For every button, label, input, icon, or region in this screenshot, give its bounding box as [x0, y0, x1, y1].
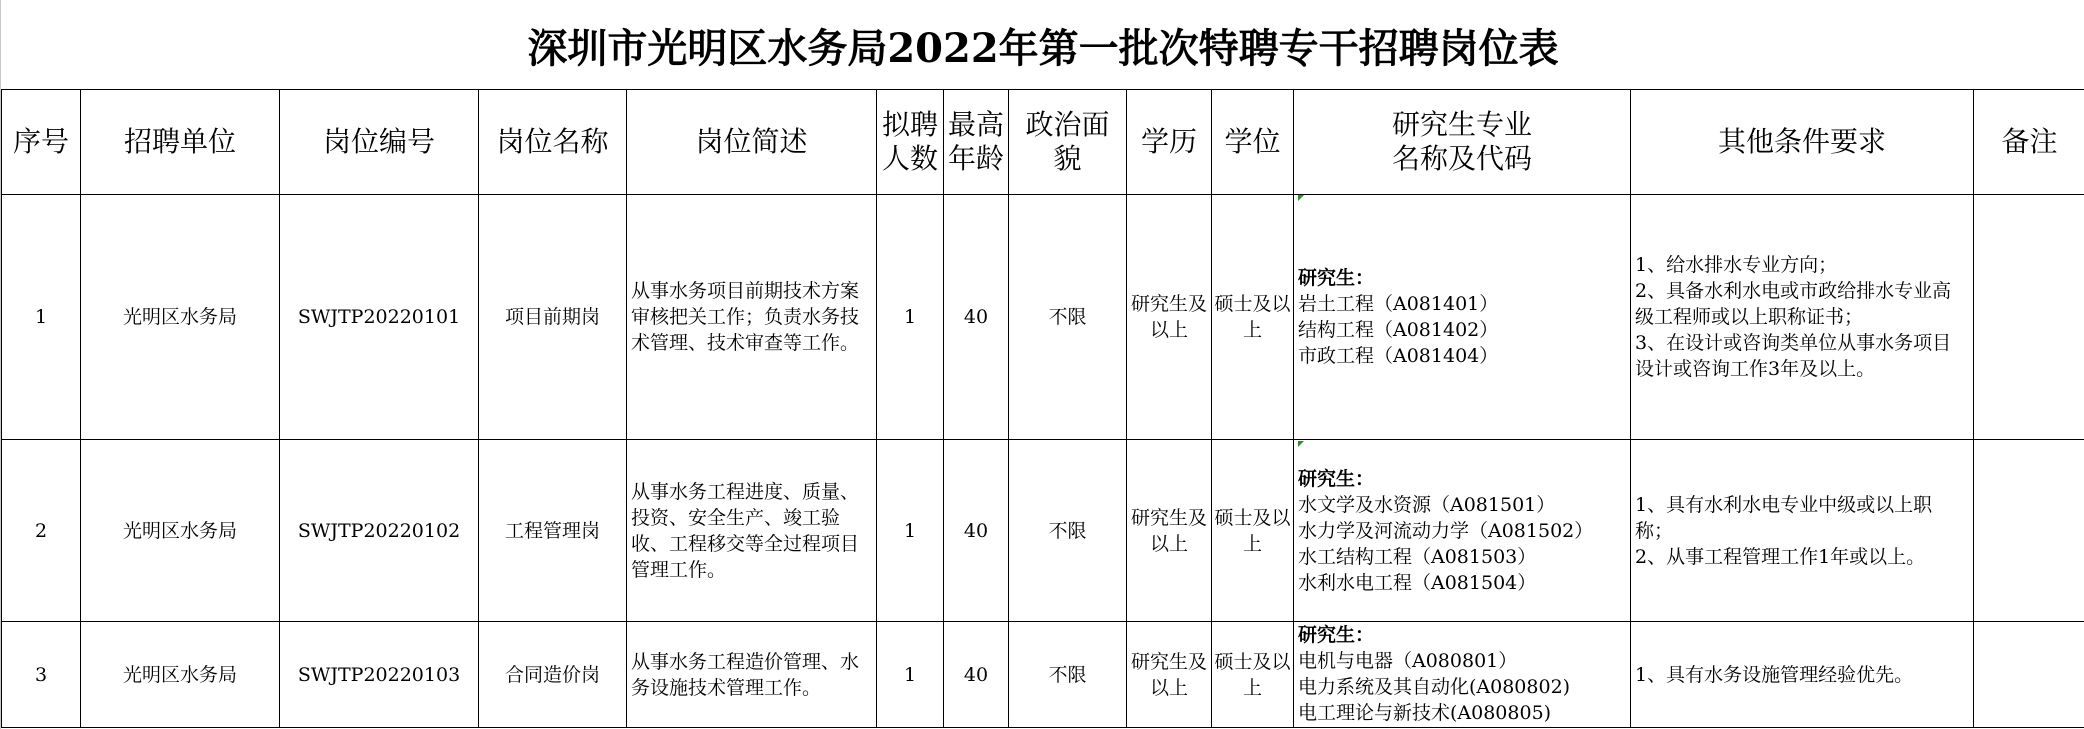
header-row	[2, 90, 2084, 195]
header-name: 岗位名称	[479, 90, 627, 195]
major-item: 水力学及河流动力学（A081502）	[1298, 519, 1594, 542]
cell-major	[1294, 622, 1631, 728]
header-count-line1: 拟聘	[881, 108, 938, 141]
major-item: 电工理论与新技术(A080805)	[1298, 702, 1552, 724]
cell-political: 不限	[1009, 195, 1127, 440]
position-table	[1, 89, 2084, 728]
major-item: 电力系统及其自动化(A080802)	[1298, 676, 1571, 698]
cell-degree: 硕士及以上	[1212, 440, 1294, 622]
header-education: 学历	[1127, 90, 1212, 195]
header-unit: 招聘单位	[81, 90, 280, 195]
page-title: 深圳市光明区水务局2022年第一批次特聘专干招聘岗位表	[527, 24, 1559, 72]
cell-education: 研究生及以上	[1127, 440, 1212, 622]
major-heading: 研究生：	[1298, 624, 1375, 646]
requirement-item: 1、具有水利水电专业中级或以上职称；	[1635, 493, 1933, 542]
header-count	[877, 90, 944, 195]
major-item: 电机与电器（A080801）	[1298, 650, 1518, 672]
major-item: 水文学及水资源（A081501）	[1298, 493, 1556, 516]
cell-age: 40	[944, 195, 1009, 440]
cell-other	[1631, 622, 1974, 728]
cell-seq: 3	[2, 622, 81, 728]
header-age-line2: 年龄	[947, 142, 1004, 175]
comment-marker-icon	[1298, 441, 1304, 447]
cell-name: 合同造价岗	[479, 622, 627, 728]
major-item: 水利水电工程（A081504）	[1298, 571, 1537, 594]
cell-code: SWJTP20220101	[280, 195, 479, 440]
major-heading: 研究生：	[1298, 267, 1375, 289]
cell-political: 不限	[1009, 440, 1127, 622]
cell-unit: 光明区水务局	[81, 622, 280, 728]
requirement-item: 2、从事工程管理工作1年或以上。	[1635, 545, 1926, 568]
table-row	[2, 195, 2084, 440]
cell-age: 40	[944, 622, 1009, 728]
header-degree: 学位	[1212, 90, 1294, 195]
cell-remark	[1974, 622, 2084, 728]
header-political-line2: 貌	[1053, 142, 1082, 175]
header-political-line1: 政治面	[1025, 108, 1110, 141]
cell-count: 1	[877, 622, 944, 728]
header-seq: 序号	[2, 90, 81, 195]
header-political	[1009, 90, 1127, 195]
cell-education: 研究生及以上	[1127, 195, 1212, 440]
major-item: 水工结构工程（A081503）	[1298, 545, 1537, 568]
cell-other	[1631, 440, 1974, 622]
cell-degree: 硕士及以上	[1212, 622, 1294, 728]
requirement-item: 2、具备水利水电或市政给排水专业高级工程师或以上职称证书；	[1635, 280, 1952, 328]
cell-age: 40	[944, 440, 1009, 622]
cell-remark	[1974, 195, 2084, 440]
cell-unit: 光明区水务局	[81, 440, 280, 622]
cell-major	[1294, 440, 1631, 622]
cell-remark	[1974, 440, 2084, 622]
requirement-item: 3、在设计或咨询类单位从事水务项目设计或咨询工作3年及以上。	[1635, 332, 1952, 380]
cell-code: SWJTP20220102	[280, 440, 479, 622]
cell-name: 工程管理岗	[479, 440, 627, 622]
cell-seq: 1	[2, 195, 81, 440]
cell-political: 不限	[1009, 622, 1127, 728]
cell-name: 项目前期岗	[479, 195, 627, 440]
cell-seq: 2	[2, 440, 81, 622]
major-heading: 研究生：	[1298, 467, 1375, 490]
cell-desc: 从事水务工程进度、质量、投资、安全生产、竣工验收、工程移交等全过程项目管理工作。	[627, 440, 877, 622]
major-item: 结构工程（A081402）	[1298, 319, 1499, 341]
requirement-item: 1、给水排水专业方向；	[1635, 254, 1838, 276]
table-row	[2, 622, 2084, 728]
cell-desc: 从事水务项目前期技术方案审核把关工作；负责水务技术管理、技术审查等工作。	[627, 195, 877, 440]
cell-unit: 光明区水务局	[81, 195, 280, 440]
cell-count: 1	[877, 440, 944, 622]
major-item: 市政工程（A081404）	[1298, 345, 1499, 367]
header-age	[944, 90, 1009, 195]
header-remark: 备注	[1974, 90, 2084, 195]
cell-desc: 从事水务工程造价管理、水务设施技术管理工作。	[627, 622, 877, 728]
cell-count: 1	[877, 195, 944, 440]
header-code: 岗位编号	[280, 90, 479, 195]
header-count-line2: 人数	[881, 142, 938, 175]
header-major-line1: 研究生专业	[1391, 108, 1532, 141]
comment-marker-icon	[1298, 195, 1304, 201]
major-item: 岩土工程（A081401）	[1298, 293, 1499, 315]
requirement-item: 1、具有水务设施管理经验优先。	[1635, 663, 1914, 686]
header-major-line2: 名称及代码	[1391, 142, 1532, 175]
cell-other	[1631, 195, 1974, 440]
header-desc: 岗位简述	[627, 90, 877, 195]
header-age-line1: 最高	[947, 108, 1004, 141]
cell-degree: 硕士及以上	[1212, 195, 1294, 440]
table-row	[2, 440, 2084, 622]
cell-education: 研究生及以上	[1127, 622, 1212, 728]
header-major	[1294, 90, 1631, 195]
cell-major	[1294, 195, 1631, 440]
cell-code: SWJTP20220103	[280, 622, 479, 728]
header-other: 其他条件要求	[1631, 90, 1974, 195]
